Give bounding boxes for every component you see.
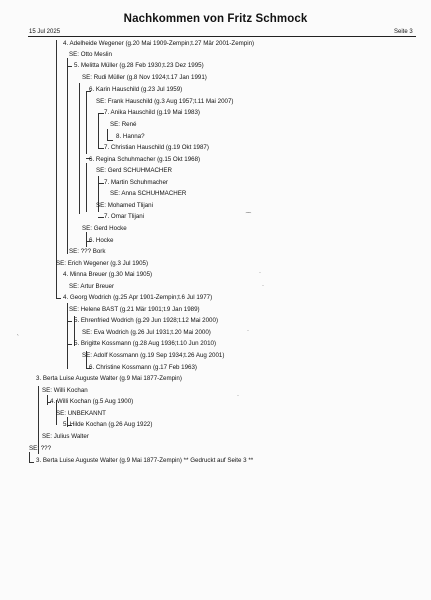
scan-speck: · xyxy=(247,328,249,334)
tree-connector xyxy=(47,395,48,405)
tree-connector xyxy=(107,129,108,140)
descendant-entry: 4. Georg Wodrich (g.25 Apr 1901-Zempin;t.6 Jul 1977) xyxy=(63,294,213,301)
descendant-entry: 4. Minna Breuer (g.30 Mai 1905) xyxy=(63,271,153,278)
spouse-entry: SE: René xyxy=(110,121,137,128)
tree-connector xyxy=(107,140,113,141)
spouse-entry: SE: Eva Wodrich (g.26 Jul 1931;t.20 Mai 2000) xyxy=(82,329,211,336)
tree-connector xyxy=(79,83,80,214)
spouse-entry: SE: Frank Hauschild (g.3 Aug 1957;t.11 Mai 2007) xyxy=(96,98,234,105)
descendant-entry: 7. Martin Schuhmacher xyxy=(104,179,168,186)
tree-connector xyxy=(67,344,72,345)
descendant-entry: 6. Regina Schuhmacher (g.15 Okt 1968) xyxy=(89,156,201,163)
scan-speck: ⁀ xyxy=(246,214,251,220)
page-title: Nachkommen von Fritz Schmock xyxy=(123,13,308,25)
tree-connector xyxy=(67,321,72,322)
tree-connector xyxy=(38,386,39,454)
spouse-entry: SE: Erich Wegener (g.3 Jul 1905) xyxy=(56,260,149,267)
tree-connector xyxy=(86,91,87,154)
scan-speck: ˎ xyxy=(17,330,19,336)
descendant-entry: 4. Adelheide Wegener (g.20 Mai 1909-Zempin;t.27 Mär 2001-Zempin) xyxy=(63,40,255,47)
descendant-entry: 5. Hilde Kochan (g.26 Aug 1922) xyxy=(63,421,153,428)
descendant-entry: 5. Ehrenfried Wodrich (g.29 Jun 1928;t.12 Mai 2000) xyxy=(74,317,219,324)
descendant-entry: 8. Hanna? xyxy=(116,133,145,140)
descendant-entry: 6. Christine Kossmann (g.17 Feb 1963) xyxy=(89,364,197,371)
tree-connector xyxy=(29,462,34,463)
scan-speck: · xyxy=(237,393,239,399)
spouse-entry: SE: ??? Bork xyxy=(69,248,106,255)
tree-connector xyxy=(98,113,99,148)
spouse-entry: SE: Gerd SCHUHMACHER xyxy=(96,167,172,174)
tree-connector xyxy=(56,298,61,299)
descendant-entry: 7. Omar Tlijani xyxy=(104,213,145,220)
descendant-entry: 7. Anika Hauschild (g.19 Mai 1983) xyxy=(104,109,200,116)
descendant-entry: 6. Karin Hauschild (g.23 Jul 1959) xyxy=(89,86,183,93)
descendant-entry: 3. Berta Luise Auguste Walter (g.9 Mai 1877-Zempin) xyxy=(36,375,182,382)
tree-connector xyxy=(67,58,68,254)
tree-connector xyxy=(86,163,87,212)
descendant-entry: 3. Berta Luise Auguste Walter (g.9 Mai 1877-Zempin) ** Gedruckt auf Seite 3 ** xyxy=(36,457,254,464)
tree-connector xyxy=(29,452,30,462)
descendant-entry: 5. Brigitte Kossmann (g.28 Aug 1936;t.10 Jun 2010) xyxy=(74,340,217,347)
spouse-entry: SE: Artur Breuer xyxy=(69,283,115,290)
spouse-entry: SE: Julius Walter xyxy=(42,433,89,440)
descendant-entry: 7. Christian Hauschild (g.19 Okt 1987) xyxy=(104,144,209,151)
spouse-entry: SE: Mohamed Tlijani xyxy=(96,202,153,209)
scan-speck: · xyxy=(262,283,264,289)
spouse-entry: SE: Rudi Müller (g.8 Nov 1924;t.17 Jan 1991) xyxy=(82,74,207,81)
header-rule xyxy=(28,36,416,37)
spouse-entry: SE: Anna SCHUHMACHER xyxy=(110,190,187,197)
print-date: 15 Jul 2025 xyxy=(29,29,61,35)
tree-connector xyxy=(67,66,72,67)
tree-connector xyxy=(86,232,87,247)
spouse-entry: SE: Otto Meslin xyxy=(69,51,112,58)
spouse-entry: SE: Willi Kochan xyxy=(42,387,88,394)
page-number: Seite 3 xyxy=(394,29,413,35)
descendant-entry: 5. Melitta Müller (g.28 Feb 1930;t.23 Dez 1995) xyxy=(74,62,204,69)
spouse-entry: SE: Helene BAST (g.21 Mär 1901;t.9 Jan 1989) xyxy=(69,306,200,313)
tree-connector xyxy=(67,303,68,369)
spouse-entry: SE: UNBEKANNT xyxy=(56,410,106,417)
scan-speck: · xyxy=(259,270,261,276)
spouse-entry: SE: Adolf Kossmann (g.19 Sep 1934;t.26 Aug 2001) xyxy=(82,352,225,359)
spouse-entry: SE: ??? xyxy=(29,445,52,452)
descendant-entry: 4. Willi Kochan (g.5 Aug 1900) xyxy=(50,398,134,405)
descendant-entry: 6. Hocke xyxy=(89,237,114,244)
spouse-entry: SE: Gerd Hocke xyxy=(82,225,127,232)
